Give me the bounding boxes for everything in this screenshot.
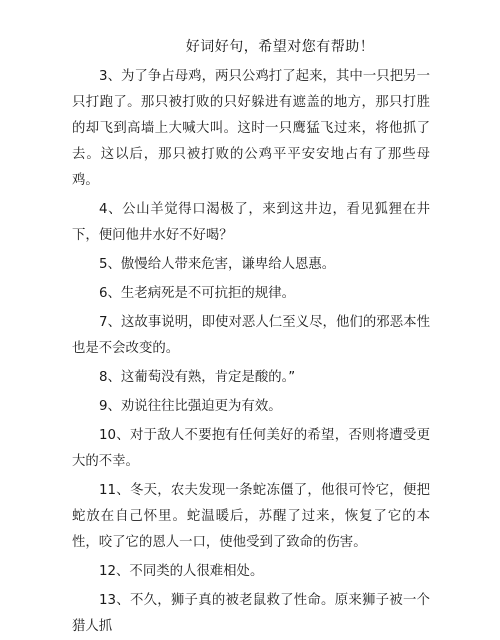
paragraph-10: 10、对于敌人不要抱有任何美好的希望，否则将遭受更大的不幸。 [72,428,430,469]
paragraph-7: 7、这故事说明，即使对恶人仁至义尽，他们的邪恶本性也是不会改变的。 [72,315,430,356]
paragraph-12: 12、不同类的人很难相处。 [99,564,264,579]
paragraph-4: 4、公山羊觉得口渴极了，来到这井边，看见狐狸在井下，便问他井水好不好喝？ [72,202,430,243]
paragraph-13: 13、不久，狮子真的被老鼠救了性命。原来狮子被一个猎人抓 [72,593,430,634]
paragraph-6: 6、生老病死是不可抗拒的规律。 [99,286,295,301]
paragraph-5: 5、傲慢给人带来危害，谦卑给人恩惠。 [99,257,336,272]
paragraph-11: 11、冬天，农夫发现一条蛇冻僵了，他很可怜它，便把蛇放在自己怀里。蛇温暖后，苏醒了过来，恢复了它的本性，咬了它的恩人一口，使他受到了致命的伤害。 [72,483,430,550]
document-body [72,64,430,640]
page-header: 好词好句，希望对您有帮助！ [185,39,375,55]
paragraph-9: 9、劝说往往比强迫更为有效。 [99,399,282,414]
paragraph-3: 3、为了争占母鸡，两只公鸡打了起来，其中一只把另一只打跑了。那只被打败的只好躲进有遮盖的地方，那只打胜的却飞到高墙上大喊大叫。这时一只鹰猛飞过来，将他抓了去。这以后，那只被打败的公鸡平平安安地占有了那些母鸡。 [72,69,430,188]
paragraph-8: 8、这葡萄没有熟，肯定是酸的。” [99,370,296,385]
